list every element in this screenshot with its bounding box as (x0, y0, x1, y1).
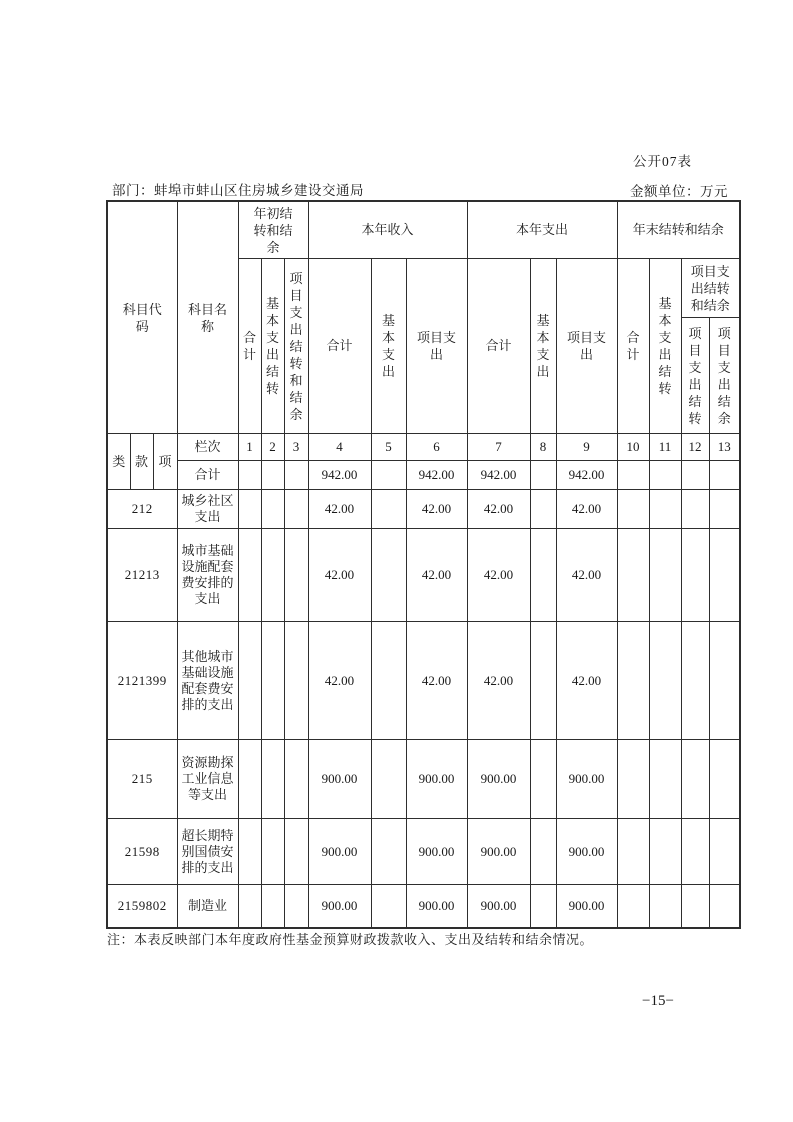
header-col8-basic-expense: 基本支出 (530, 259, 556, 434)
value-cell (371, 529, 406, 622)
value-cell: 900.00 (308, 740, 371, 819)
value-cell (617, 819, 649, 885)
header-col2-basic-carryover: 基本支出结转 (261, 259, 284, 434)
column-number: 7 (467, 434, 530, 461)
value-cell: 942.00 (308, 461, 371, 490)
value-cell (617, 622, 649, 740)
value-cell (261, 740, 284, 819)
value-cell: 42.00 (308, 529, 371, 622)
value-cell: 900.00 (467, 819, 530, 885)
value-cell (238, 461, 261, 490)
value-cell (530, 622, 556, 740)
column-number: 3 (284, 434, 308, 461)
value-cell: 42.00 (308, 622, 371, 740)
header-col1-total: 合计 (238, 259, 261, 434)
header-row-groups (107, 201, 740, 259)
value-cell (530, 819, 556, 885)
code-cell: 21598 (107, 819, 177, 885)
header-col9-project-expense: 项目支出 (556, 259, 617, 434)
value-cell (649, 461, 681, 490)
header-group-expense: 本年支出 (467, 201, 617, 259)
name-cell: 城乡社区支出 (177, 490, 238, 529)
value-cell: 900.00 (556, 740, 617, 819)
name-cell: 资源勘探工业信息等支出 (177, 740, 238, 819)
header-col13-project-balance: 项目支出结余 (709, 318, 740, 434)
value-cell: 42.00 (406, 622, 467, 740)
value-cell: 42.00 (556, 490, 617, 529)
value-cell (681, 461, 709, 490)
value-cell: 42.00 (467, 529, 530, 622)
value-cell (371, 622, 406, 740)
value-cell (681, 885, 709, 929)
header-group-end-balance: 年末结转和结余 (617, 201, 740, 259)
table-row (107, 622, 740, 740)
header-col6-project-expense: 项目支出 (406, 259, 467, 434)
table-row (107, 740, 740, 819)
value-cell (649, 885, 681, 929)
value-cell (284, 490, 308, 529)
column-number: 8 (530, 434, 556, 461)
value-cell (284, 622, 308, 740)
code-cell: 2159802 (107, 885, 177, 929)
value-cell (371, 490, 406, 529)
value-cell: 942.00 (467, 461, 530, 490)
value-cell (238, 740, 261, 819)
value-cell: 900.00 (556, 819, 617, 885)
value-cell (284, 461, 308, 490)
value-cell (261, 529, 284, 622)
value-cell (709, 622, 740, 740)
value-cell (261, 885, 284, 929)
table-row (107, 529, 740, 622)
government-fund-budget-table (106, 200, 741, 929)
column-number: 1 (238, 434, 261, 461)
value-cell (649, 819, 681, 885)
value-cell: 900.00 (406, 885, 467, 929)
value-cell (371, 461, 406, 490)
value-cell (261, 490, 284, 529)
value-cell: 942.00 (406, 461, 467, 490)
value-cell (709, 461, 740, 490)
value-cell (284, 740, 308, 819)
value-cell (261, 819, 284, 885)
header-clause: 款 (130, 434, 153, 490)
value-cell (681, 819, 709, 885)
table-row (107, 490, 740, 529)
column-index-label: 栏次 (177, 434, 238, 461)
value-cell (238, 529, 261, 622)
value-cell (649, 529, 681, 622)
value-cell (617, 490, 649, 529)
value-cell (284, 885, 308, 929)
value-cell (681, 740, 709, 819)
value-cell (284, 529, 308, 622)
value-cell (371, 885, 406, 929)
column-number: 4 (308, 434, 371, 461)
value-cell: 900.00 (406, 740, 467, 819)
value-cell (649, 490, 681, 529)
value-cell (709, 490, 740, 529)
value-cell (709, 740, 740, 819)
header-col5-basic-expense: 基本支出 (371, 259, 406, 434)
column-number: 12 (681, 434, 709, 461)
value-cell (530, 529, 556, 622)
column-number: 13 (709, 434, 740, 461)
header-group-income: 本年收入 (308, 201, 467, 259)
value-cell: 900.00 (308, 819, 371, 885)
header-col11-basic-carryover: 基本支出结转 (649, 259, 681, 434)
code-cell: 215 (107, 740, 177, 819)
value-cell (709, 819, 740, 885)
department-label: 部门：蚌埠市蚌山区住房城乡建设交通局 (112, 183, 364, 198)
form-number-label: 公开07表 (633, 154, 692, 169)
value-cell (709, 885, 740, 929)
value-cell (681, 490, 709, 529)
column-number: 9 (556, 434, 617, 461)
value-cell (681, 622, 709, 740)
total-row-label: 合计 (177, 461, 238, 490)
value-cell (284, 819, 308, 885)
value-cell (617, 885, 649, 929)
value-cell: 900.00 (467, 740, 530, 819)
header-col7-total: 合计 (467, 259, 530, 434)
header-col10-total: 合计 (617, 259, 649, 434)
table-note: 注：本表反映部门本年度政府性基金预算财政拨款收入、支出及结转和结余情况。 (107, 932, 594, 947)
name-cell: 超长期特别国债安排的支出 (177, 819, 238, 885)
code-cell: 212 (107, 490, 177, 529)
column-number: 11 (649, 434, 681, 461)
value-cell: 900.00 (467, 885, 530, 929)
name-cell: 城市基础设施配套费安排的支出 (177, 529, 238, 622)
value-cell: 900.00 (556, 885, 617, 929)
name-cell: 制造业 (177, 885, 238, 929)
value-cell (238, 885, 261, 929)
code-cell: 2121399 (107, 622, 177, 740)
code-cell: 21213 (107, 529, 177, 622)
value-cell (617, 740, 649, 819)
value-cell: 42.00 (556, 529, 617, 622)
value-cell: 900.00 (308, 885, 371, 929)
table-row (107, 819, 740, 885)
header-group-begin-balance: 年初结转和结余 (238, 201, 308, 259)
value-cell (530, 461, 556, 490)
value-cell (371, 740, 406, 819)
value-cell (649, 622, 681, 740)
header-col12-project-carryover: 项目支出结转 (681, 318, 709, 434)
value-cell: 42.00 (406, 529, 467, 622)
value-cell (530, 740, 556, 819)
value-cell (649, 740, 681, 819)
value-cell (371, 819, 406, 885)
value-cell (530, 885, 556, 929)
value-cell (709, 529, 740, 622)
table-row (107, 885, 740, 929)
value-cell: 42.00 (467, 622, 530, 740)
header-group-project-carryover-balance: 项目支出结转和结余 (681, 259, 740, 318)
value-cell (261, 461, 284, 490)
column-number: 5 (371, 434, 406, 461)
total-row (107, 461, 740, 490)
column-number: 10 (617, 434, 649, 461)
value-cell: 942.00 (556, 461, 617, 490)
value-cell: 42.00 (308, 490, 371, 529)
value-cell (530, 490, 556, 529)
value-cell: 42.00 (556, 622, 617, 740)
value-cell (238, 490, 261, 529)
value-cell: 42.00 (406, 490, 467, 529)
value-cell (617, 461, 649, 490)
value-cell (238, 622, 261, 740)
value-cell (617, 529, 649, 622)
value-cell: 900.00 (406, 819, 467, 885)
value-cell (238, 819, 261, 885)
header-subject-name: 科目名称 (177, 201, 238, 434)
column-number-row (107, 434, 740, 461)
column-number: 6 (406, 434, 467, 461)
amount-unit-label: 金额单位：万元 (630, 184, 728, 199)
header-category: 类 (107, 434, 130, 490)
header-col3-project-carryover-balance: 项目支出结转和结余 (284, 259, 308, 434)
header-item: 项 (153, 434, 177, 490)
name-cell: 其他城市基础设施配套费安排的支出 (177, 622, 238, 740)
header-subject-code: 科目代码 (107, 201, 177, 434)
value-cell: 42.00 (467, 490, 530, 529)
header-col4-total: 合计 (308, 259, 371, 434)
value-cell (261, 622, 284, 740)
value-cell (681, 529, 709, 622)
column-number: 2 (261, 434, 284, 461)
page-number: −15− (642, 993, 674, 1009)
